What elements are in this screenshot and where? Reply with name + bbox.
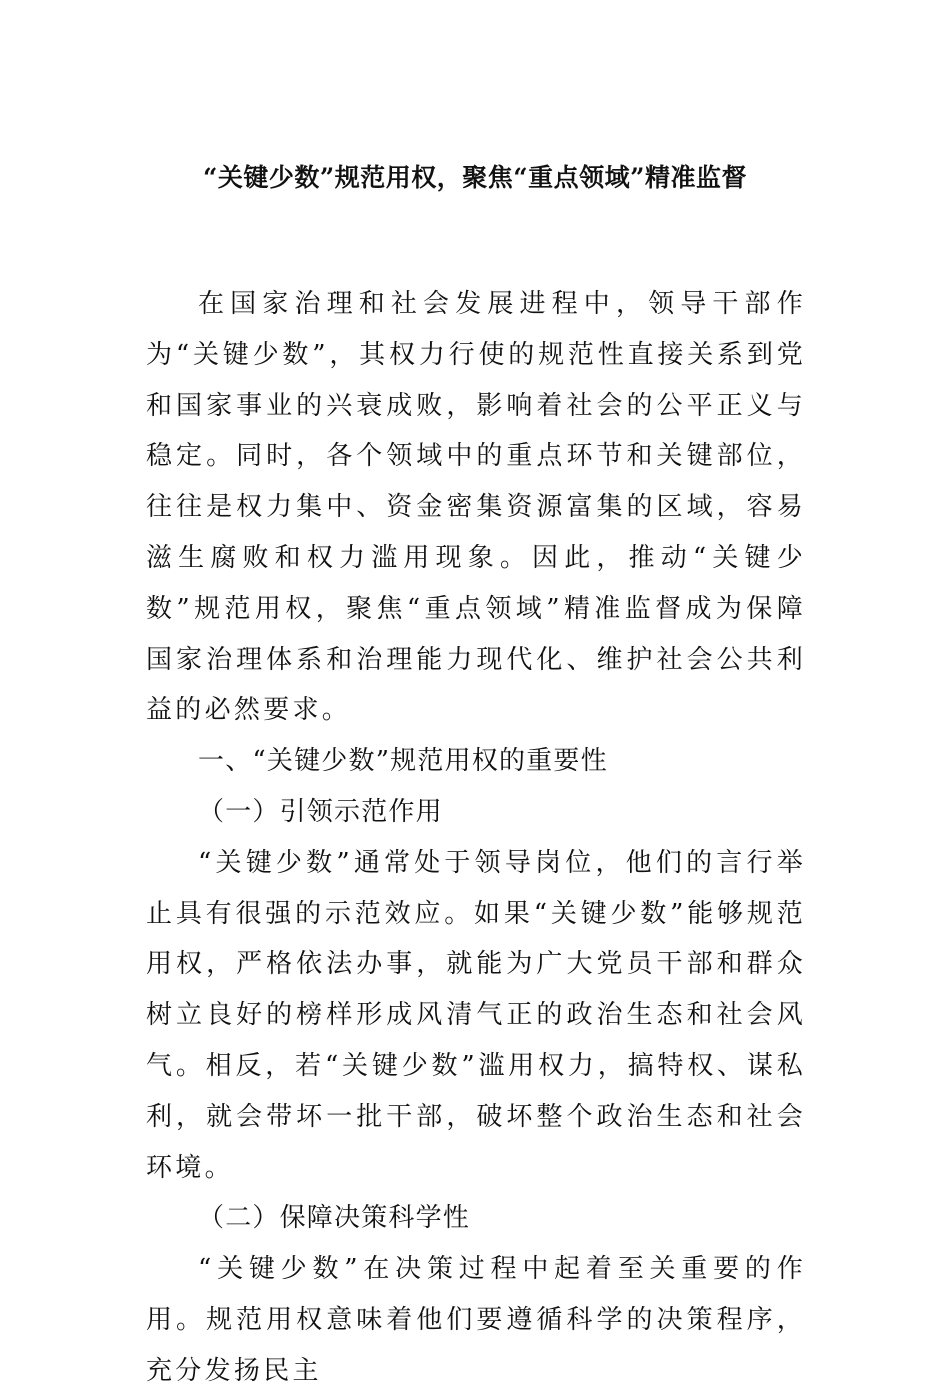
document-body	[146, 279, 806, 1397]
section-heading-1: 一、“关键少数”规范用权的重要性	[198, 746, 608, 777]
document-title: “关键少数”规范用权，聚焦“重点领域”精准监督	[202, 163, 748, 192]
subsection-2-paragraph: “关键少数”在决策过程中起着至关重要的作用。规范用权意味着他们要遵循科学的决策程序，充分发扬民主	[146, 1254, 806, 1386]
subsection-heading-2: （二）保障决策科学性	[198, 1203, 471, 1234]
intro-paragraph: 在国家治理和社会发展进程中，领导干部作为“关键少数”，其权力行使的规范性直接关系到党和国家事业的兴衰成败，影响着社会的公平正义与稳定。同时，各个领域中的重点环节和关键部位，往往是权力集中、资金密集资源富集的区域，容易滋生腐败和权力滥用现象。因此，推动“关键少数”规范用权，聚焦“重点领域”精准监督成为保障国家治理体系和治理能力现代化、维护社会公共利益的必然要求。	[146, 289, 806, 726]
subsection-heading-1: （一）引领示范作用	[198, 796, 443, 827]
subsection-1-paragraph: “关键少数”通常处于领导岗位，他们的言行举止具有很强的示范效应。如果“关键少数”能够规范用权，严格依法办事，就能为广大党员干部和群众树立良好的榜样形成风清气正的政治生态和社会风气。相反，若“关键少数”滥用权力，搞特权、谋私利，就会带坏一批干部，破坏整个政治生态和社会环境。	[146, 847, 806, 1183]
